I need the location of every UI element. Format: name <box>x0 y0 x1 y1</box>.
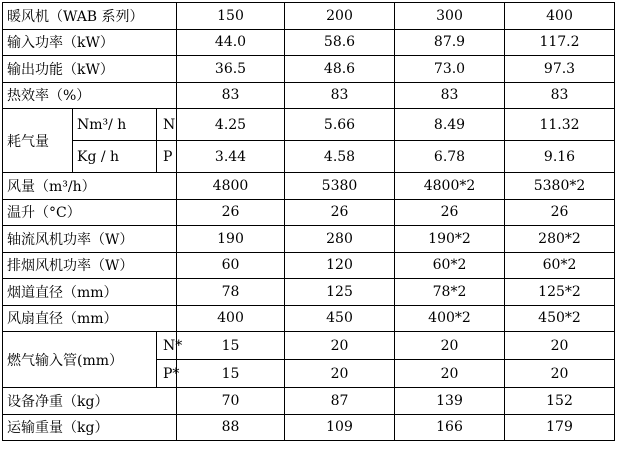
model-200: 200 <box>285 3 395 30</box>
cell: 20 <box>395 332 505 360</box>
row-label: 设备净重（kg） <box>3 388 177 415</box>
cell: 83 <box>395 82 505 109</box>
table-row <box>3 29 615 56</box>
cell: 36.5 <box>177 56 285 83</box>
table-row <box>3 388 615 415</box>
model-150: 150 <box>177 3 285 30</box>
cell: 26 <box>285 199 395 226</box>
cell: 87.9 <box>395 29 505 56</box>
table-row <box>3 252 615 279</box>
cell: 44.0 <box>177 29 285 56</box>
cell: 88 <box>177 414 285 441</box>
cell: 120 <box>285 252 395 279</box>
cell: 60*2 <box>395 252 505 279</box>
table-row <box>3 82 615 109</box>
cell: 11.32 <box>505 109 615 141</box>
table-row <box>3 109 615 141</box>
cell: 5380 <box>285 173 395 200</box>
gas-unit: Kg / h <box>73 141 157 173</box>
table-header-row <box>3 3 615 30</box>
table-row <box>3 226 615 253</box>
table-row <box>3 141 615 173</box>
cell: 26 <box>177 199 285 226</box>
row-label: 排烟风机功率（W） <box>3 252 177 279</box>
cell: 5380*2 <box>505 173 615 200</box>
table-row <box>3 414 615 441</box>
cell: 4800 <box>177 173 285 200</box>
row-label: 输出功能（kW） <box>3 56 177 83</box>
cell: 20 <box>285 332 395 360</box>
cell: 26 <box>395 199 505 226</box>
gas-pipe-label: 燃气输入管(mm） <box>3 332 157 388</box>
row-label: 烟道直径（mm） <box>3 279 177 306</box>
row-label: 轴流风机功率（W） <box>3 226 177 253</box>
cell: 83 <box>177 82 285 109</box>
cell: 109 <box>285 414 395 441</box>
cell: 190*2 <box>395 226 505 253</box>
cell: 5.66 <box>285 109 395 141</box>
cell: 450 <box>285 305 395 332</box>
cell: 139 <box>395 388 505 415</box>
cell: 15 <box>177 332 285 360</box>
cell: 20 <box>505 332 615 360</box>
table-row <box>3 305 615 332</box>
cell: 117.2 <box>505 29 615 56</box>
row-label: 温升（°C） <box>3 199 177 226</box>
cell: 9.16 <box>505 141 615 173</box>
spec-table <box>2 2 615 441</box>
cell: 70 <box>177 388 285 415</box>
cell: 78 <box>177 279 285 306</box>
cell: 26 <box>505 199 615 226</box>
row-label: 输入功率（kW） <box>3 29 177 56</box>
cell: 97.3 <box>505 56 615 83</box>
table-row <box>3 173 615 200</box>
cell: 280*2 <box>505 226 615 253</box>
cell: 3.44 <box>177 141 285 173</box>
cell: 4.25 <box>177 109 285 141</box>
cell: 4.58 <box>285 141 395 173</box>
row-label: 风扇直径（mm） <box>3 305 177 332</box>
cell: 15 <box>177 360 285 388</box>
pipe-type: N* <box>157 332 177 360</box>
cell: 60*2 <box>505 252 615 279</box>
row-label: 热效率（%） <box>3 82 177 109</box>
cell: 125*2 <box>505 279 615 306</box>
cell: 8.49 <box>395 109 505 141</box>
cell: 125 <box>285 279 395 306</box>
gas-consumption-label: 耗气量 <box>3 109 73 173</box>
cell: 152 <box>505 388 615 415</box>
cell: 20 <box>285 360 395 388</box>
cell: 20 <box>505 360 615 388</box>
table-row <box>3 56 615 83</box>
table-row <box>3 332 615 360</box>
cell: 166 <box>395 414 505 441</box>
cell: 4800*2 <box>395 173 505 200</box>
cell: 87 <box>285 388 395 415</box>
gas-type: P <box>157 141 177 173</box>
cell: 400*2 <box>395 305 505 332</box>
table-row <box>3 279 615 306</box>
cell: 60 <box>177 252 285 279</box>
gas-type: N <box>157 109 177 141</box>
model-400: 400 <box>505 3 615 30</box>
table-row <box>3 199 615 226</box>
cell: 450*2 <box>505 305 615 332</box>
cell: 73.0 <box>395 56 505 83</box>
cell: 6.78 <box>395 141 505 173</box>
model-300: 300 <box>395 3 505 30</box>
header-label: 暖风机（WAB 系列） <box>3 3 177 30</box>
cell: 83 <box>285 82 395 109</box>
cell: 78*2 <box>395 279 505 306</box>
row-label: 风量（m³/h） <box>3 173 177 200</box>
pipe-type: P* <box>157 360 177 388</box>
cell: 83 <box>505 82 615 109</box>
cell: 190 <box>177 226 285 253</box>
cell: 20 <box>395 360 505 388</box>
cell: 58.6 <box>285 29 395 56</box>
gas-unit: Nm³/ h <box>73 109 157 141</box>
cell: 400 <box>177 305 285 332</box>
cell: 280 <box>285 226 395 253</box>
row-label: 运输重量（kg） <box>3 414 177 441</box>
cell: 179 <box>505 414 615 441</box>
cell: 48.6 <box>285 56 395 83</box>
